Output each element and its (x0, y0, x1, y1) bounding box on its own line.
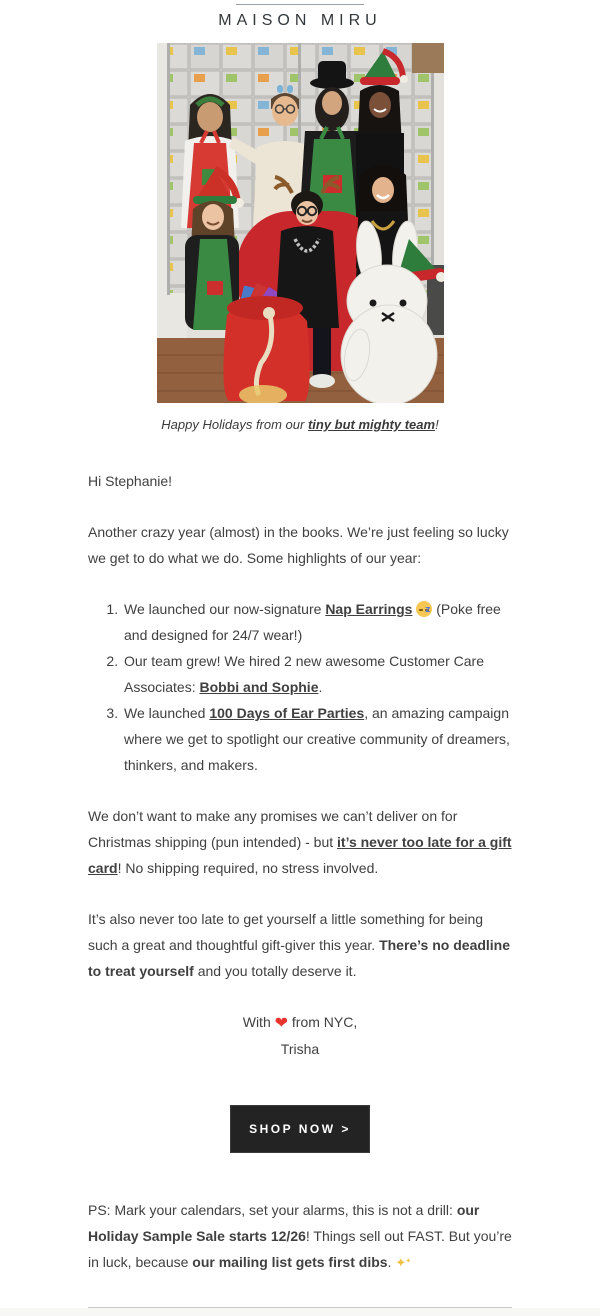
brand-logo[interactable]: MAISON MIRU (218, 12, 382, 29)
red-heart-emoji: ❤ (274, 1013, 289, 1032)
hero-section (0, 43, 600, 434)
text-link[interactable]: 100 Days of Ear Parties (209, 705, 365, 721)
paragraph-ps (88, 1197, 512, 1277)
text-segment: our Holiday Sample Sale starts 12/26 (88, 1202, 480, 1244)
text-segment: ! Things sell out FAST. But you’re in luck, because (88, 1228, 512, 1270)
signoff-line1 (243, 1014, 358, 1030)
list-item (122, 648, 512, 700)
paragraph-intro (88, 519, 512, 571)
sleeping-face-emoji (416, 601, 432, 617)
greeting: Hi Stephanie! (88, 473, 173, 489)
text-segment: ! No shipping required, no stress involved. (117, 860, 379, 876)
text-link[interactable]: tiny but mighty team (307, 417, 436, 432)
text-segment: We don’t want to make any promises we can’t deliver on for Christmas shipping (pun intended) - but (88, 808, 458, 850)
highlights-list (88, 596, 512, 778)
photo-caption (0, 416, 600, 434)
shop-now-button[interactable]: SHOP NOW > (230, 1105, 370, 1153)
text-segment: We launched our now-signature (124, 601, 326, 617)
red-gift-sack (223, 296, 309, 403)
text-segment: Our team grew! We hired 2 new awesome Customer Care Associates: (124, 653, 484, 695)
text-segment: There’s no deadline to treat yourself (88, 937, 511, 979)
text-segment: , an amazing campaign where we get to spotlight our creative community of dreamers, thinkers, and makers. (124, 705, 510, 773)
text-segment: . (387, 1254, 396, 1270)
team-photo[interactable] (157, 43, 444, 403)
list-item (122, 700, 512, 778)
sparkles-emoji: ✦ ✦ (395, 1251, 406, 1277)
signoff (88, 1009, 512, 1063)
text-segment: It’s also never too late to get yourself a little something for being such a great and thoughtful gift-giver this year. (88, 911, 484, 953)
text-segment: PS: Mark your calendars, set your alarms, this is not a drill: (88, 1202, 457, 1218)
text-segment: and you totally deserve it. (193, 963, 357, 979)
text-segment: . (318, 679, 323, 695)
text-link[interactable]: Bobbi and Sophie (199, 679, 319, 695)
text-segment: from NYC, (288, 1014, 358, 1030)
logo-divider (236, 4, 364, 5)
text-link[interactable]: Nap Earrings (325, 601, 413, 617)
paragraph-gift-card (88, 803, 512, 881)
cta-row (88, 1105, 512, 1153)
text-segment: ! (435, 417, 439, 432)
text-segment: (Poke free and designed for 24/7 wear!) (124, 601, 501, 643)
text-link[interactable]: it’s never too late for a gift card (88, 834, 512, 876)
text-segment: Happy Holidays from our (161, 417, 308, 432)
list-item (122, 596, 512, 648)
signoff-name: Trisha (280, 1041, 320, 1057)
paragraph-treat-yourself (88, 906, 512, 984)
email-body (0, 434, 600, 1277)
text-segment: Another crazy year (almost) in the books. We’re just feeling so lucky we get to do what we do. Some highlights of our year: (88, 524, 509, 566)
text-segment: With (242, 1014, 275, 1030)
footer-strip (0, 1308, 600, 1316)
email-header (0, 0, 600, 30)
text-segment: our mailing list gets first dibs (192, 1254, 388, 1270)
text-segment: We launched (124, 705, 210, 721)
